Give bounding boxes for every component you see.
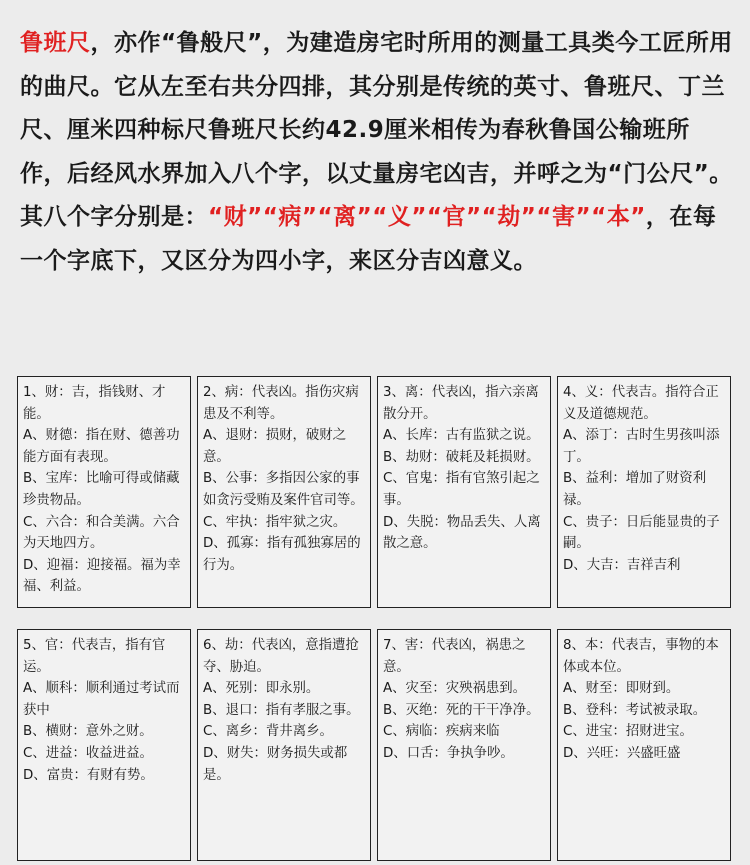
card-item: B、退口：指有孝服之事。 (203, 702, 360, 718)
card-heading: 8、本：代表吉，事物的本体或本位。 (563, 638, 719, 675)
card-item: D、富贵：有财有势。 (23, 767, 154, 783)
card-heading: 5、官：代表吉，指有官运。 (23, 638, 166, 675)
card-item: B、登科：考试被录取。 (563, 702, 707, 718)
card-item: A、顺科：顺利通过考试而获中 (23, 681, 180, 718)
card-yi (557, 376, 731, 608)
card-item: D、口舌：争执争吵。 (383, 745, 514, 761)
cards-row-1 (17, 376, 731, 608)
card-guan (17, 629, 191, 861)
card-item: D、迎福：迎接福。福为幸福、利益。 (23, 557, 181, 595)
intro-text-1: ，亦作“鲁般尺”，为建造房宅时所用的测量工具类今工匠所用的曲尺。它从左至右共分四排，其分别是传统的英寸、鲁班尺、丁兰尺、厘米四种标尺鲁班尺长约42.9厘米相传为春秋鲁国公输班所作，后经风水界加入八个字，以丈量房宅凶吉，并呼之为“门公尺”。其八个字分别是： (20, 30, 733, 230)
card-item: D、失脱：物品丢失、人离散之意。 (383, 514, 541, 552)
card-heading: 6、劫：代表凶，意指遭抢夺、胁迫。 (203, 638, 359, 675)
card-item: A、长库：古有监狱之说。 (383, 428, 540, 444)
card-li (377, 376, 551, 608)
card-ben (557, 629, 731, 861)
card-heading: 2、病：代表凶。指伤灾病患及不利等。 (203, 385, 359, 422)
card-item: C、病临：疾病来临 (383, 724, 500, 740)
card-cai (17, 376, 191, 608)
card-item: D、兴旺：兴盛旺盛 (563, 745, 681, 761)
card-heading: 4、义：代表吉。指符合正义及道德规范。 (563, 385, 719, 422)
card-heading: 3、离：代表凶，指六亲离散分开。 (383, 385, 539, 422)
card-item: B、横财：意外之财。 (23, 724, 153, 740)
card-item: B、公事：多指因公家的事如贪污受贿及案件官司等。 (203, 471, 364, 508)
card-item: B、益利：增加了财资利禄。 (563, 471, 707, 508)
card-item: B、劫财：破耗及耗损财。 (383, 449, 540, 465)
card-item: C、离乡：背井离乡。 (203, 724, 333, 740)
card-item: A、添丁：古时生男孩叫添丁。 (563, 428, 720, 465)
card-item: C、贵子：日后能显贵的子嗣。 (563, 514, 720, 552)
intro-paragraph (20, 22, 736, 283)
card-item: A、财德：指在财、德善功能方面有表现。 (23, 428, 180, 465)
card-item: A、财至：即财到。 (563, 681, 680, 697)
card-item: A、死别：即永别。 (203, 681, 320, 697)
intro-text-2: ，在每一个字底下，又区分为四小字，来区分吉凶意义。 (20, 204, 717, 274)
card-item: A、退财：损财，破财之意。 (203, 428, 347, 465)
card-heading: 7、害：代表凶，祸患之意。 (383, 638, 526, 675)
card-item: C、进宝：招财进宝。 (563, 724, 693, 740)
card-item: B、灭绝：死的干干净净。 (383, 702, 540, 718)
card-bing (197, 376, 371, 608)
card-hai (377, 629, 551, 861)
card-jie (197, 629, 371, 861)
card-heading: 1、财：吉，指钱财、才能。 (23, 385, 166, 422)
intro-lead-term: 鲁班尺 (20, 30, 91, 56)
card-item: D、孤寡：指有孤独寡居的行为。 (203, 536, 361, 573)
card-item: C、六合：和合美满。六合为天地四方。 (23, 514, 180, 552)
card-item: B、宝库：比喻可得或储藏珍贵物品。 (23, 471, 180, 508)
card-item: C、官鬼：指有官煞引起之事。 (383, 471, 540, 508)
card-item: A、灾至：灾殃祸患到。 (383, 681, 527, 697)
card-item: D、大吉：吉祥吉利 (563, 557, 681, 573)
card-item: C、牢执：指牢狱之灾。 (203, 514, 347, 530)
cards-row-2 (17, 629, 731, 861)
card-item: D、财失：财务损失或都是。 (203, 745, 348, 783)
card-item: C、进益：收益进益。 (23, 745, 153, 761)
intro-eight-characters: “财”“病”“离”“义”“官”“劫”“害”“本” (208, 204, 646, 230)
